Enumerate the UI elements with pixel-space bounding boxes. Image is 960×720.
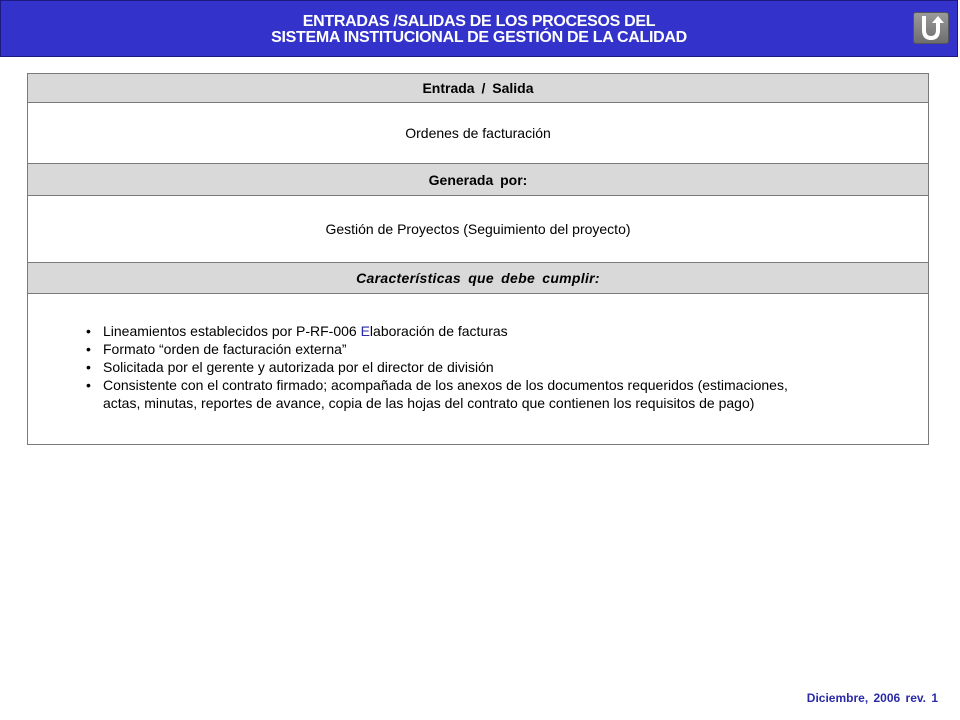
criteria-text-prefix: Lineamientos establecidos por P-RF-006 — [103, 323, 361, 339]
page-title-line-1: ENTRADAS /SALIDAS DE LOS PROCESOS DEL — [302, 13, 656, 30]
criteria-text-line-1: Consistente con el contrato firmado; acompañada de los anexos de los documentos requeridos (estimaciones, — [103, 377, 788, 393]
bullet-icon: • — [86, 359, 91, 375]
page-header — [0, 0, 958, 57]
criteria-text-line-2: actas, minutas, reportes de avance, copia de las hojas del contrato que contienen los requisitos de pago) — [103, 395, 755, 411]
criteria-text-suffix: laboración de facturas — [369, 323, 508, 339]
list-item — [86, 340, 928, 358]
section-header-entrada-salida: Entrada / Salida — [28, 74, 928, 103]
section-value-generada-por: Gestión de Proyectos (Seguimiento del proyecto) — [28, 196, 928, 263]
list-item — [86, 358, 928, 376]
bullet-icon: • — [86, 341, 91, 357]
criteria-text: Formato “orden de facturación externa” — [103, 341, 347, 357]
back-button[interactable] — [913, 12, 949, 44]
criteria-text: Solicitada por el gerente y autorizada por el director de división — [103, 359, 494, 375]
u-turn-back-icon — [914, 13, 948, 43]
criteria-list — [28, 294, 928, 412]
list-item — [86, 376, 928, 412]
list-item — [86, 322, 928, 340]
bullet-icon: • — [86, 323, 91, 339]
process-table — [27, 73, 929, 445]
section-value-entrada-salida: Ordenes de facturación — [28, 103, 928, 164]
page-title-line-2: SISTEMA INSTITUCIONAL DE GESTIÓN DE LA CALIDAD — [271, 29, 687, 46]
revision-date: Diciembre, 2006 rev. 1 — [806, 691, 938, 705]
criteria-text-accent: E — [360, 323, 370, 339]
section-value-caracteristicas — [28, 294, 928, 444]
section-header-generada-por: Generada por: — [28, 164, 928, 196]
section-header-caracteristicas: Características que debe cumplir: — [28, 263, 928, 294]
bullet-icon: • — [86, 377, 91, 393]
